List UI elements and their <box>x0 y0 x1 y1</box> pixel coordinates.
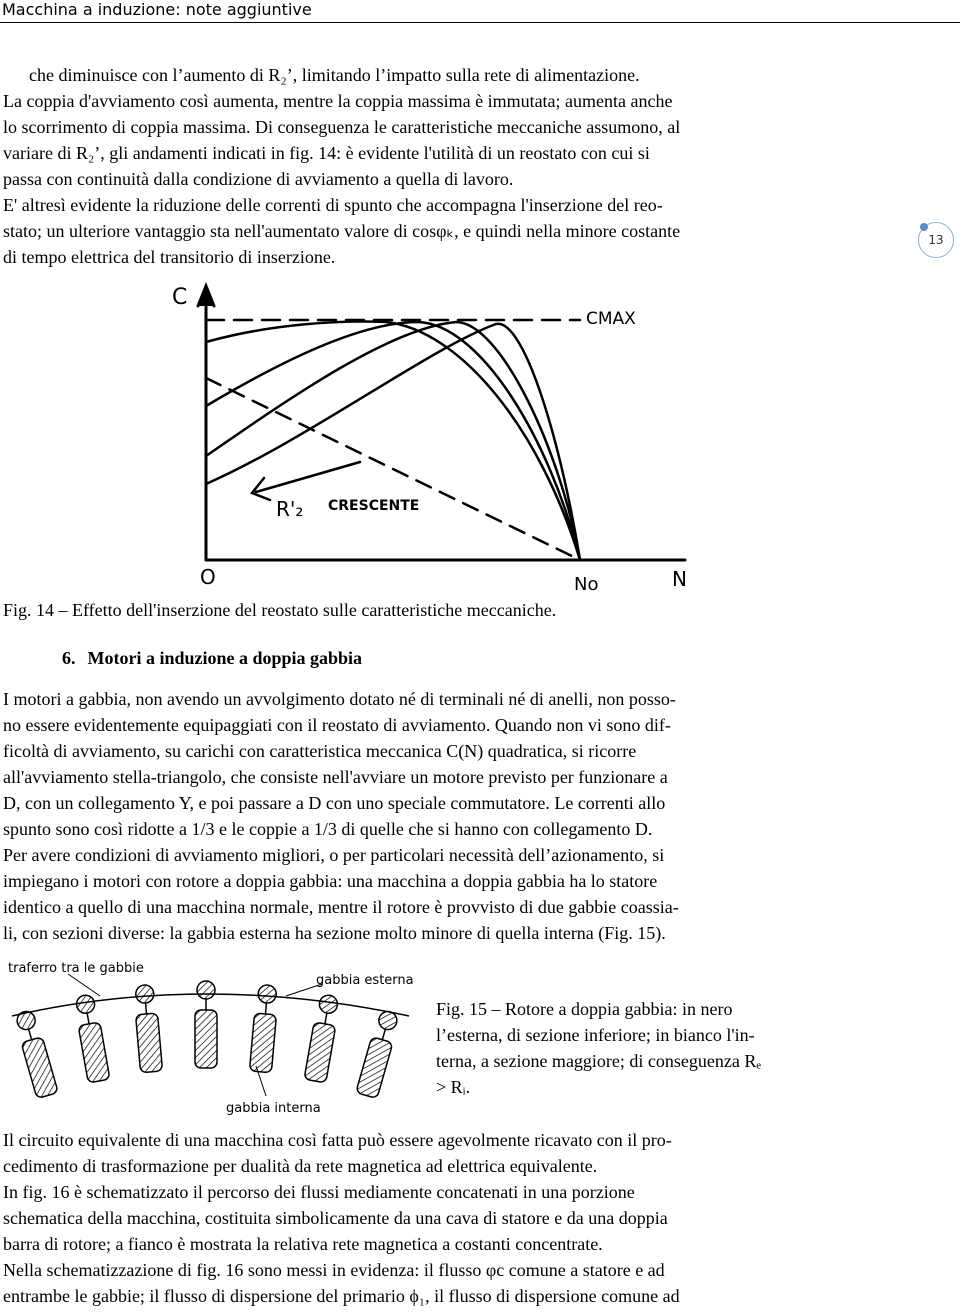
text-line: La coppia d'avviamento così aumenta, mentre la coppia massima è immutata; aumenta anche <box>3 91 673 111</box>
fig14-mechanical-characteristics <box>160 278 720 596</box>
caption-line: terna, a sezione maggiore; di conseguenza Rₑ <box>436 1051 761 1071</box>
text-line: li, con sezioni diverse: la gabbia esterna ha sezione molto minore di quella interna (Fig. 15). <box>3 923 666 943</box>
paragraph-doppia-gabbia <box>3 686 855 946</box>
rotor-bar-pair <box>304 993 341 1082</box>
c-axis-arrow-icon <box>198 286 214 306</box>
r2-label: R'₂ <box>276 497 304 521</box>
text-line: schematica della macchina, costituita simbolicamente da una cava di statore e da una doppia <box>3 1208 668 1228</box>
caption-line: Fig. 15 – Rotore a doppia gabbia: in nero <box>436 999 733 1019</box>
section-title: Motori a induzione a doppia gabbia <box>87 648 363 668</box>
fig15-double-cage-rotor <box>4 956 420 1122</box>
rotor-bar-pair <box>195 981 217 1068</box>
text-line: identico a quello di una macchina normale, mentre il rotore è provvisto di due gabbie coassia- <box>3 897 679 917</box>
text-line: lo scorrimento di coppia massima. Di conseguenza le caratteristiche meccaniche assumono, al <box>3 117 681 137</box>
caption-line: > Rᵢ. <box>436 1077 471 1097</box>
text-line: In fig. 16 è schematizzato il percorso dei flussi mediamente concatenati in una porzione <box>3 1182 635 1202</box>
text-line: E' altresì evidente la riduzione delle correnti di spunto che accompagna l'inserzione del reo- <box>3 195 663 215</box>
text-line: cedimento di trasformazione per dualità da rete magnetica ad elettrica equivalente. <box>3 1156 598 1176</box>
section-number: 6. <box>62 648 76 668</box>
origin-label: O <box>200 565 216 589</box>
airgap-label: traferro tra le gabbie <box>8 961 144 976</box>
text-line: entrambe le gabbie; il flusso di dispersione del primario ϕ₁, il flusso di dispersione comune ad <box>3 1286 680 1306</box>
cmax-label: CMAX <box>586 309 636 329</box>
rotor-bar-pair <box>249 984 278 1073</box>
text-line: barra di rotore; a fianco è mostrata la relativa rete magnetica a costanti concentrate. <box>3 1234 603 1254</box>
pointer-line <box>68 974 100 996</box>
fig14-caption: Fig. 14 – Effetto dell'inserzione del reostato sulle caratteristiche meccaniche. <box>3 600 557 620</box>
characteristic-curve-4 <box>206 324 580 560</box>
dashed-characteristic <box>206 378 580 560</box>
caption-line: l’esterna, di sezione inferiore; in bianco l'in- <box>436 1025 755 1045</box>
text-line: di tempo elettrica del transitorio di inserzione. <box>3 247 336 267</box>
paragraph-reostato <box>3 62 855 270</box>
text-line: no essere evidentemente equipaggiati con il reostato di avviamento. Quando non vi sono dif- <box>3 715 671 735</box>
text-line: Nella schematizzazione di fig. 16 sono messi in evidenza: il flusso φc comune a statore e ad <box>3 1260 665 1280</box>
running-header: Macchina a induzione: note aggiuntive <box>2 0 312 19</box>
n0-label: No <box>574 574 599 595</box>
rotor-bar-pair <box>13 1009 58 1099</box>
text-line: D, con un collegamento Y, e poi passare a D con uno speciale commutatore. Le correnti allo <box>3 793 666 813</box>
outer-cage-label: gabbia esterna <box>316 973 414 988</box>
text-line: stato; un ulteriore vantaggio sta nell'aumentato valore di cosφₖ, e quindi nella minore costante <box>3 221 681 241</box>
text-line: ficoltà di avviamento, su carichi con caratteristica meccanica C(N) quadratica, si ricorre <box>3 741 637 761</box>
crescente-arrow-line <box>256 462 360 492</box>
inner-cage-label: gabbia interna <box>226 1101 321 1116</box>
section-heading <box>62 648 362 669</box>
n-axis-label: N <box>672 567 687 591</box>
characteristic-curve-2 <box>206 322 580 560</box>
text-line: passa con continuità dalla condizione di avviamento a quella di lavoro. <box>3 169 514 189</box>
header-rule <box>0 22 960 23</box>
text-line: all'avviamento stella-triangolo, che consiste nell'avviare un motore previsto per funzionare a <box>3 767 668 787</box>
rotor-bar-pair <box>73 993 110 1082</box>
page-number-badge: 13 <box>918 222 954 258</box>
c-axis-label: C <box>172 285 188 310</box>
paragraph-circuito <box>3 1127 855 1309</box>
crescente-label: CRESCENTE <box>328 498 420 514</box>
text-line: Per avere condizioni di avviamento migliori, o per particolari necessità dell’azionamento, si <box>3 845 665 865</box>
text-line: spunto sono così ridotte a 1/3 e le coppie a 1/3 di quelle che si hanno con collegamento D. <box>3 819 653 839</box>
fig15-caption <box>436 996 854 1100</box>
text-line: che diminuisce con l’aumento di R₂’, limitando l’impatto sulla rete di alimentazione. <box>29 65 640 85</box>
rotor-bar-pair <box>133 984 162 1073</box>
text-line: impiegano i motori con rotore a doppia gabbia: una macchina a doppia gabbia ha lo statore <box>3 871 658 891</box>
text-line: Il circuito equivalente di una macchina così fatta può essere agevolmente ricavato con il pro- <box>3 1130 672 1150</box>
text-line: I motori a gabbia, non avendo un avvolgimento dotato né di terminali né di anelli, non posso- <box>3 689 676 709</box>
characteristic-curve-3 <box>206 322 580 560</box>
rotor-bar-pair <box>356 1009 401 1099</box>
text-line: variare di R₂’, gli andamenti indicati in fig. 14: è evidente l'utilità di un reostato con cui si <box>3 143 650 163</box>
characteristic-curve-1 <box>206 322 580 560</box>
